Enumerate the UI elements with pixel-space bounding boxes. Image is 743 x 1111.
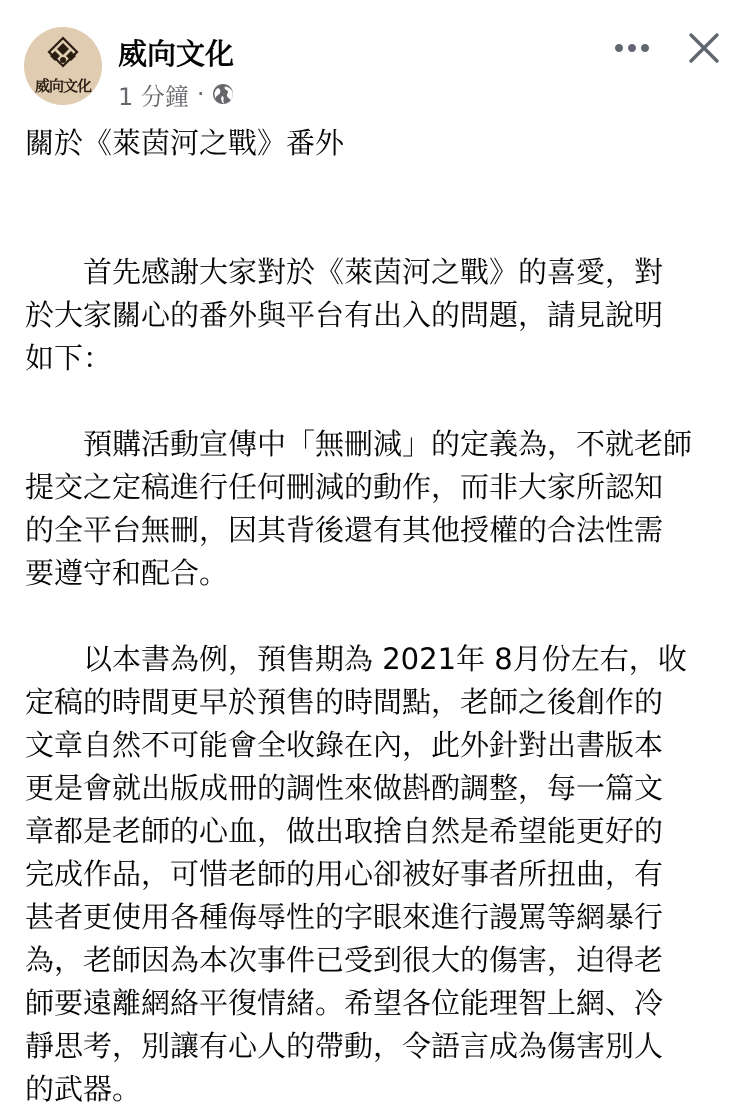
text-line: 為，老師因為本次事件已受到很大的傷害，迫得老 <box>25 943 664 977</box>
text-line: 師要遠離網絡平復情緒。希望各位能理智上網、冷 <box>25 986 664 1020</box>
text-line: 章都是老師的心血，做出取捨自然是希望能更好的 <box>25 814 664 848</box>
text-line: 定稿的時間更早於預售的時間點，老師之後創作的 <box>25 685 664 719</box>
text-line: 首先感謝大家對於《萊茵河之戰》的喜愛，對 <box>25 255 664 289</box>
avatar-logo-text: 威向文化 <box>34 77 91 95</box>
more-options-button[interactable] <box>610 30 654 66</box>
text-line: 文章自然不可能會全收錄在內，此外針對出書版本 <box>25 728 664 762</box>
meta-separator: · <box>196 80 205 108</box>
post-time[interactable]: 1 分鐘 <box>118 82 189 111</box>
text-line: 的全平台無刪，因其背後還有其他授權的合法性需 <box>25 513 664 547</box>
post-title: 關於《萊茵河之戰》番外 <box>25 126 345 160</box>
paragraph-1 <box>25 251 725 380</box>
paragraph-spacer <box>25 595 725 638</box>
paragraph-spacer <box>25 165 725 208</box>
text-line: 靜思考，別讓有心人的帶動，令語言成為傷害別人 <box>25 1029 664 1063</box>
text-line: 要遵守和配合。 <box>25 556 229 590</box>
post-meta <box>118 79 235 109</box>
paragraph-2 <box>25 423 725 595</box>
globe-icon[interactable] <box>211 82 235 106</box>
paragraph-spacer <box>25 208 725 251</box>
close-icon <box>688 32 720 64</box>
text-line: 提交之定稿進行任何刪減的動作，而非大家所認知 <box>25 470 664 504</box>
text-line: 的武器。 <box>25 1072 142 1106</box>
text-line: 如下： <box>25 341 113 375</box>
close-button[interactable] <box>682 26 726 70</box>
post-header <box>0 0 743 120</box>
paragraph-spacer <box>25 380 725 423</box>
text-line: 甚者更使用各種侮辱性的字眼來進行謾罵等網暴行 <box>25 900 664 934</box>
text-line: 完成作品，可惜老師的用心卻被好事者所扭曲，有 <box>25 857 664 891</box>
page-name[interactable]: 威向文化 <box>118 37 235 71</box>
more-horizontal-icon <box>614 43 650 53</box>
paragraph-3 <box>25 638 725 1111</box>
text-line: 更是會就出版成冊的調性來做斟酌調整，每一篇文 <box>25 771 664 805</box>
text-line: 於大家關心的番外與平台有出入的問題，請見說明 <box>25 298 664 332</box>
avatar[interactable] <box>24 27 102 105</box>
text-line: 預購活動宣傳中「無刪減」的定義為，不就老師 <box>25 427 693 461</box>
post-body <box>25 122 725 1111</box>
text-line: 以本書為例，預售期為 2021年 8月份左右，收 <box>25 642 687 676</box>
logo-emblem-icon <box>43 35 83 75</box>
